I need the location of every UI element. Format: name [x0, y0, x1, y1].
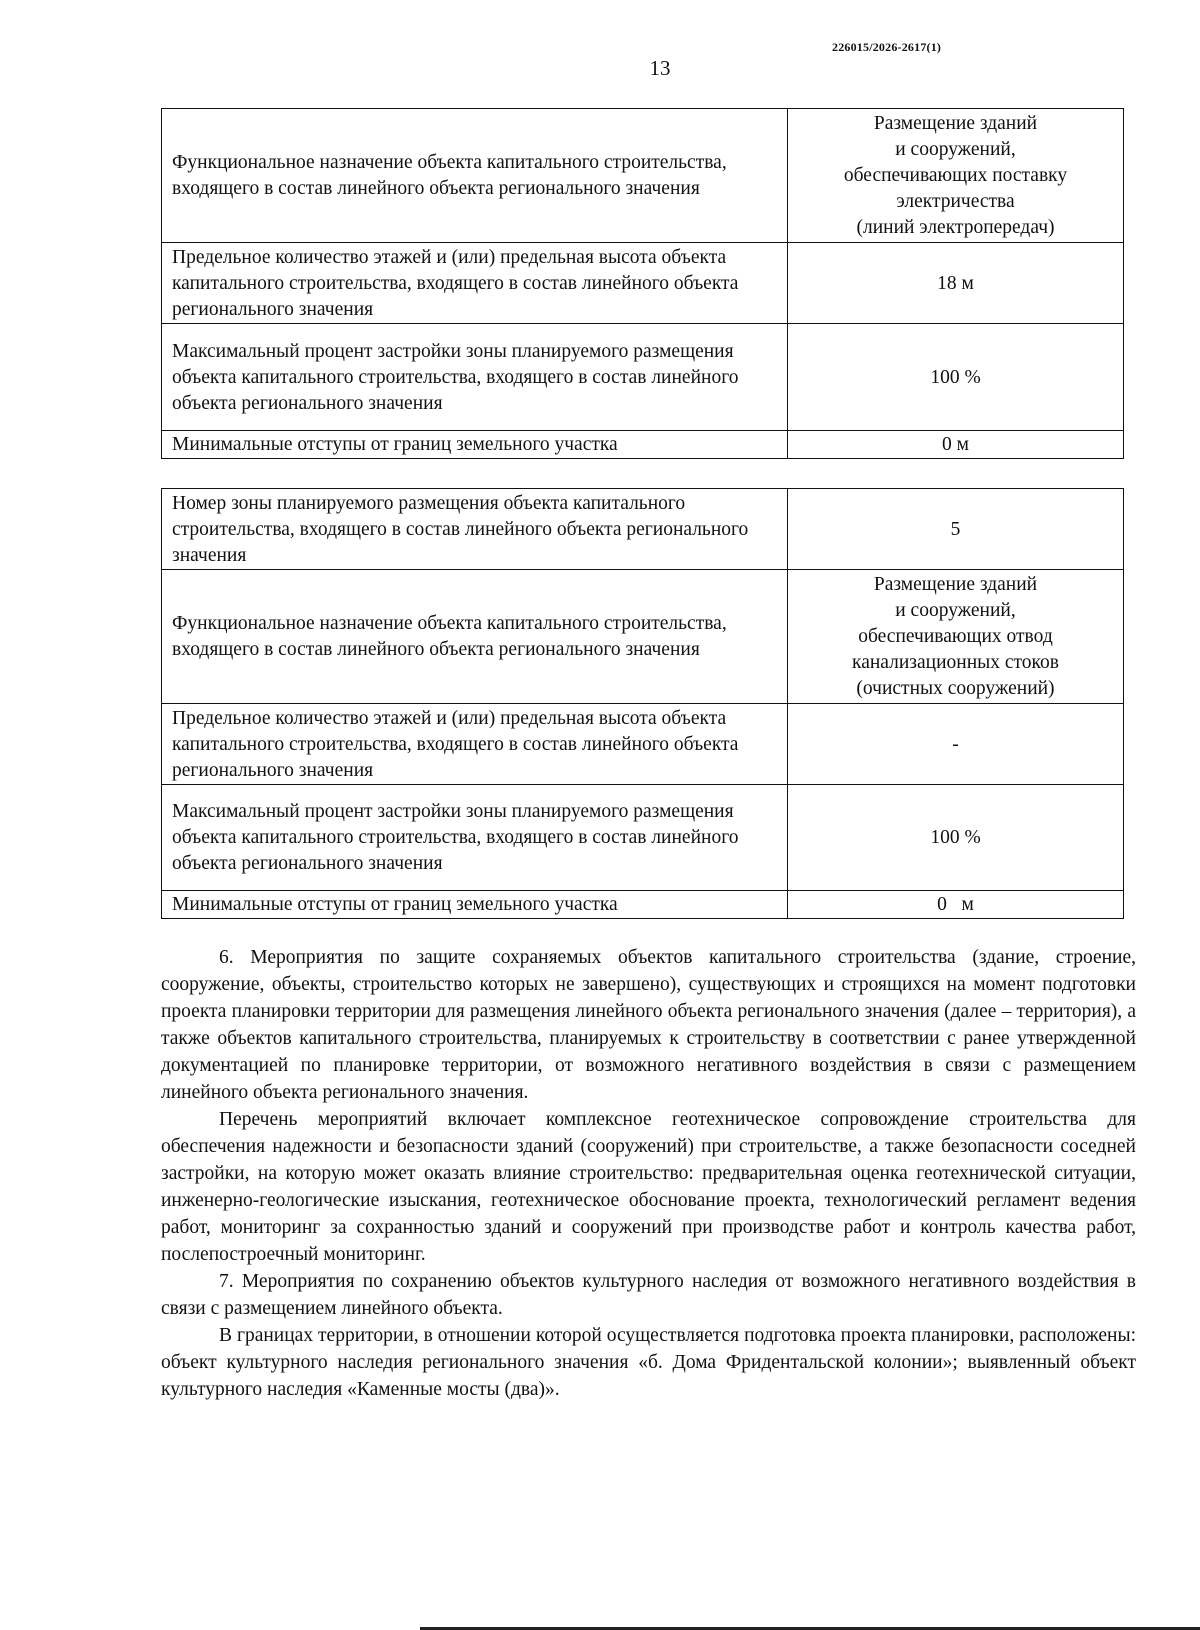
- table-row: [162, 489, 1124, 570]
- table-row: [162, 243, 1124, 324]
- row-value-max-height: -: [788, 704, 1124, 785]
- row-label-max-coverage: Максимальный процент застройки зоны планируемого размещения объекта капитального строительства, входящего в состав линейного объекта регионального значения: [162, 324, 788, 431]
- table-row: [162, 891, 1124, 919]
- document-number: 226015/2026-2617(1): [832, 40, 942, 54]
- row-value-max-height: 18 м: [788, 243, 1124, 324]
- body-text: [161, 944, 1136, 1403]
- value-line: и сооружений,: [895, 600, 1016, 621]
- value-line: обеспечивающих поставку: [843, 165, 1068, 186]
- row-label-max-height: Предельное количество этажей и (или) предельная высота объекта капитального строительства, входящего в состав линейного объекта регионального значения: [162, 243, 788, 324]
- table-row: [162, 785, 1124, 891]
- row-label-functional-purpose: Функциональное назначение объекта капитального строительства, входящего в состав линейного объекта регионального значения: [162, 109, 788, 243]
- parameters-table-2: [161, 488, 1124, 919]
- value-line: (очистных сооружений): [856, 678, 1055, 699]
- value-line: и сооружений,: [895, 139, 1016, 160]
- table-row: [162, 431, 1124, 459]
- paragraph-measures-list: Перечень мероприятий включает комплексное геотехническое сопровождение строительства для обеспечения надежности и безопасности зданий (сооружений) при строительстве, а также безопасности соседней застройки, на которую может оказать влияние строительство: предварительная оценка геотехнической ситуации, инженерно-геологические изыскания, геотехническое обоснование проекта, технологический регламент ведения работ, мониторинг за сохранностью зданий и сооружений при производстве работ и контроль качества работ, послепостроечный мониторинг.: [161, 1109, 1136, 1265]
- row-value-functional-purpose: [788, 109, 1124, 243]
- row-value-zone-number: 5: [788, 489, 1124, 570]
- parameters-table-1: [161, 108, 1124, 459]
- row-label-min-setbacks: Минимальные отступы от границ земельного участка: [162, 431, 788, 459]
- paragraph-section-7: 7. Мероприятия по сохранению объектов культурного наследия от возможного негативного воздействия в связи с размещением линейного объекта.: [161, 1271, 1136, 1319]
- row-value-min-setbacks: 0 м: [788, 431, 1124, 459]
- row-value-min-setbacks: 0 м: [788, 891, 1124, 919]
- row-label-max-coverage: Максимальный процент застройки зоны планируемого размещения объекта капитального строительства, входящего в состав линейного объекта регионального значения: [162, 785, 788, 891]
- table-row: [162, 324, 1124, 431]
- row-value-functional-purpose: [788, 570, 1124, 704]
- value-line: обеспечивающих отвод: [858, 626, 1053, 647]
- row-label-functional-purpose: Функциональное назначение объекта капитального строительства, входящего в состав линейного объекта регионального значения: [162, 570, 788, 704]
- paragraph-section-6: 6. Мероприятия по защите сохраняемых объектов капитального строительства (здание, строение, сооружение, объекты, строительство которых не завершено), существующих и строящихся на момент подготовки проекта планировки территории для размещения линейного объекта регионального значения (далее – территория), а также объектов капитального строительства, планируемых к строительству в соответствии с ранее утвержденной документацией по планировке территории, от возможного негативного воздействия в связи с размещением линейного объекта регионального значения.: [161, 947, 1136, 1103]
- value-line: Размещение зданий: [873, 574, 1038, 595]
- table-row: [162, 109, 1124, 243]
- row-value-max-coverage: 100 %: [788, 324, 1124, 431]
- table-row: [162, 570, 1124, 704]
- table-row: [162, 704, 1124, 785]
- row-label-min-setbacks: Минимальные отступы от границ земельного участка: [162, 891, 788, 919]
- row-value-max-coverage: 100 %: [788, 785, 1124, 891]
- value-line: канализационных стоков: [852, 652, 1059, 673]
- value-line: электричества: [896, 191, 1015, 212]
- row-label-zone-number: Номер зоны планируемого размещения объекта капитального строительства, входящего в состав линейного объекта регионального значения: [162, 489, 788, 570]
- value-line: (линий электропередач): [856, 217, 1055, 238]
- value-line: Размещение зданий: [873, 113, 1038, 134]
- row-label-max-height: Предельное количество этажей и (или) предельная высота объекта капитального строительства, входящего в состав линейного объекта регионального значения: [162, 704, 788, 785]
- page-number: 13: [649, 56, 671, 80]
- paragraph-heritage-objects: В границах территории, в отношении которой осуществляется подготовка проекта планировки, расположены: объект культурного наследия регионального значения «б. Дома Фридентальской колонии»; выявленный объект культурного наследия «Каменные мосты (два)».: [161, 1325, 1136, 1400]
